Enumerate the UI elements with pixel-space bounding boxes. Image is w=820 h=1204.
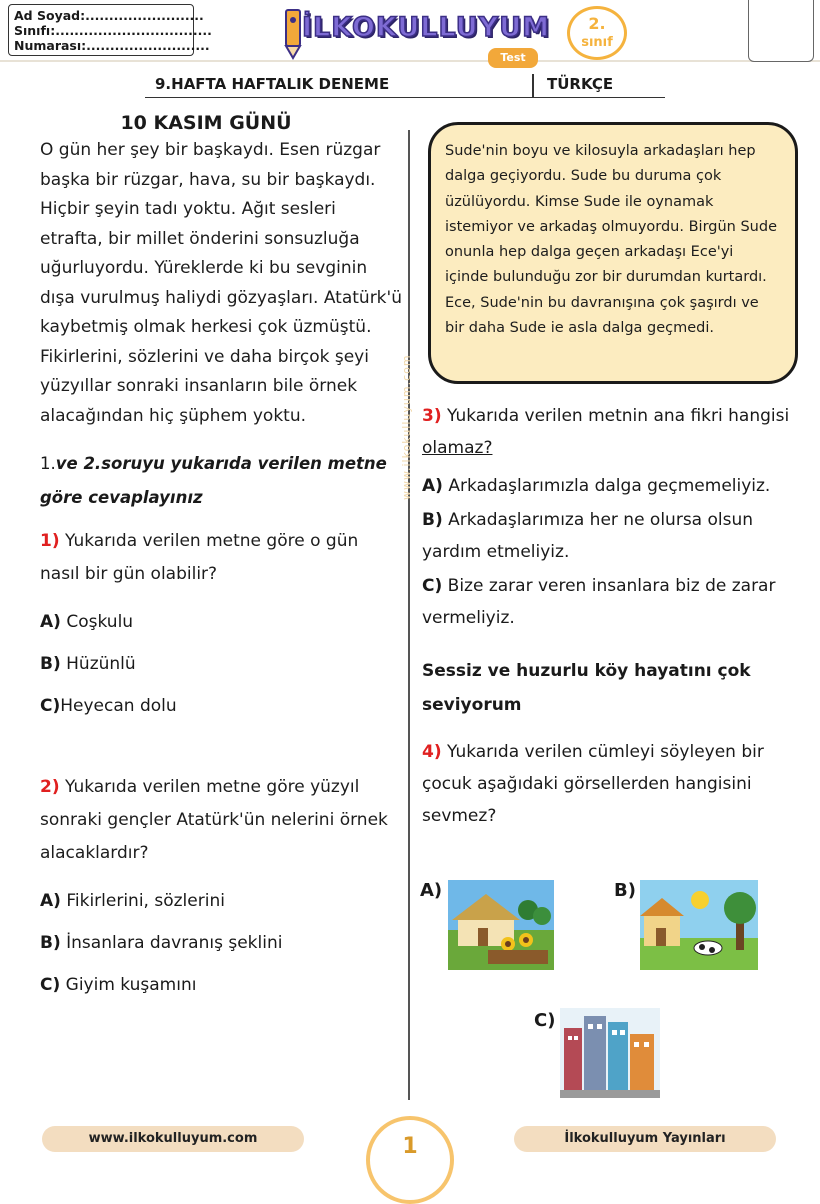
left-column — [40, 112, 402, 996]
right-column — [422, 400, 802, 832]
question-2-number: 2) — [40, 777, 60, 797]
option-text: Arkadaşlarımıza her ne olursa olsun yardım etmeliyiz. — [422, 510, 754, 562]
option-label: B) — [40, 654, 61, 674]
q4-option-a-label[interactable]: A) — [420, 880, 443, 901]
q1-option-c[interactable] — [40, 695, 402, 717]
option-label: C) — [40, 975, 61, 995]
logo-text: İLKOKULLUYUM — [302, 12, 550, 43]
question-1-text: Yukarıda verilen metne göre o gün nasıl bir gün olabilir? — [40, 531, 359, 584]
village-farm-image[interactable] — [448, 880, 554, 970]
story-callout — [428, 122, 798, 384]
instruction — [40, 447, 402, 515]
option-text: Fikirlerini, sözlerini — [60, 891, 225, 911]
question-2 — [40, 771, 402, 870]
farmhouse-cow-image[interactable] — [640, 880, 758, 970]
q3-option-a[interactable] — [422, 470, 802, 502]
option-text: Heyecan dolu — [60, 696, 177, 716]
q4-option-b-label[interactable]: B) — [614, 880, 636, 901]
quoted-sentence: Sessiz ve huzurlu köy hayatını çok seviyorum — [422, 661, 751, 715]
option-label: A) — [40, 891, 61, 911]
q1-option-a[interactable] — [40, 611, 402, 633]
subject-name: TÜRKÇE — [547, 75, 614, 93]
grade-number: 2. — [588, 14, 606, 33]
question-3-emphasis: olamaz? — [422, 438, 493, 458]
option-text: Arkadaşlarımızla dalga geçmemeliyiz. — [442, 476, 771, 496]
q4-option-c-label[interactable]: C) — [534, 1010, 556, 1031]
question-4 — [422, 736, 802, 832]
watermark: www.ilkokulluyum.com — [400, 354, 413, 500]
question-1 — [40, 525, 402, 591]
footer-publisher: İlkokulluyum Yayınları — [514, 1126, 776, 1152]
option-label: A) — [422, 476, 443, 496]
q3-option-b[interactable] — [422, 504, 802, 568]
column-divider — [408, 130, 410, 1100]
callout-text: Sude'nin boyu ve kilosuyla arkadaşları hep dalga geçiyordu. Sude bu duruma çok üzülüyordu. Kimse Sude ile oynamak istemiyor ve arkadaş olmuyordu. Birgün Sude onunla hep dalga geçen arkadaşı Ece'yi içinde bulunduğu zor bir durumdan kurtardı. Ece, Sude'nin bu davranışına çok şaşırdı ve bir daha Sude ie asla dalga geçmedi. — [445, 143, 777, 337]
option-text: Coşkulu — [60, 612, 134, 632]
student-name-line: Ad Soyad:......................... — [14, 8, 204, 23]
student-info-box — [8, 4, 212, 56]
option-text: Hüzünlü — [60, 654, 136, 674]
footer-website[interactable]: www.ilkokulluyum.com — [42, 1126, 304, 1152]
score-box — [748, 0, 814, 62]
student-class-line: Sınıfı:................................. — [14, 23, 212, 38]
option-label: C) — [422, 576, 443, 596]
q3-option-c[interactable] — [422, 570, 802, 634]
question-4-number: 4) — [422, 742, 442, 762]
question-2-text: Yukarıda verilen metne göre yüzyıl sonraki gençler Atatürk'ün nelerini örnek alacaklardır? — [40, 777, 388, 863]
page-header — [0, 0, 820, 78]
week-title: 9.HAFTA HAFTALIK DENEME — [155, 75, 390, 93]
test-badge: Test — [488, 48, 538, 68]
option-label: B) — [40, 933, 61, 953]
q2-option-a[interactable] — [40, 890, 402, 912]
brand-logo — [280, 6, 550, 62]
city-buildings-image[interactable] — [560, 1008, 660, 1098]
q2-option-b[interactable] — [40, 932, 402, 954]
grade-circle — [567, 6, 627, 60]
q2-option-c[interactable] — [40, 974, 402, 996]
question-4-text: Yukarıda verilen cümleyi söyleyen bir çocuk aşağıdaki görsellerden hangisini sevmez? — [422, 742, 764, 826]
grade-word: sınıf — [581, 35, 613, 50]
instruction-text: ve 2.soruyu yukarıda verilen metne göre cevaplayınız — [40, 454, 387, 507]
option-text: Bize zarar veren insanlara biz de zarar vermeliyiz. — [422, 576, 776, 628]
student-number-line: Numarası:.......................... — [14, 38, 210, 53]
option-label: A) — [40, 612, 61, 632]
question-3 — [422, 400, 802, 464]
question-3-text: Yukarıda verilen metnin ana fikri hangisi — [441, 406, 790, 426]
option-text: İnsanlara davranış şeklini — [60, 933, 283, 953]
option-label: C) — [40, 696, 61, 716]
instruction-prefix: 1. — [40, 454, 56, 473]
subject-bar — [145, 74, 665, 98]
q1-option-b[interactable] — [40, 653, 402, 675]
subject-divider — [532, 74, 534, 98]
story-text: O gün her şey bir başkaydı. Esen rüzgar başka bir rüzgar, hava, su bir başkaydı. Hiçbir şeyin tadı yoktu. Ağıt sesleri etrafta, bir millet önderini sonsuzluğa uğurluyordu. Yüreklerde ki bu sevginin dışa vurulmuş haliydi gözyaşları. Atatürk'ü kaybetmiş olmak herkesi çok üzmüştü. Fikirlerini, sözlerini ve daha birçok şeyi yüzyıllar sonraki insanların bile örnek alacağından hiç şüphem yoktu. — [40, 140, 402, 426]
question-3-number: 3) — [422, 406, 442, 426]
story-title: 10 KASIM GÜNÜ — [120, 112, 292, 134]
page-number: 1 — [366, 1116, 454, 1204]
question-1-number: 1) — [40, 531, 60, 551]
option-text: Giyim kuşamını — [60, 975, 197, 995]
option-label: B) — [422, 510, 443, 530]
